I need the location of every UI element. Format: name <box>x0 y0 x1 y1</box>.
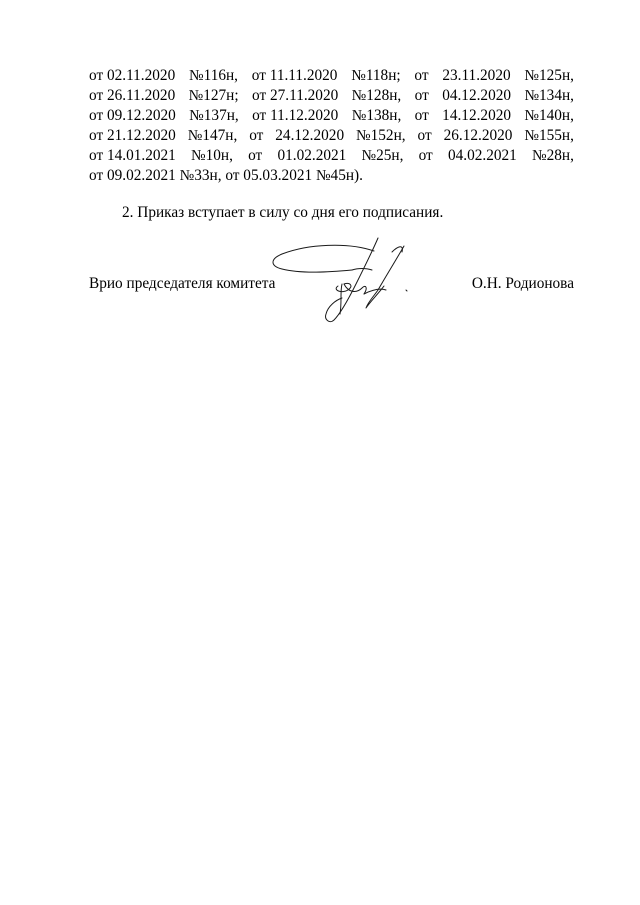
list-token: №155н, <box>524 127 574 144</box>
list-token: от 09.02.2021 №33н, от 05.03.2021 №45н). <box>89 167 363 184</box>
order-list-line-3 <box>89 106 574 126</box>
list-token: от <box>417 127 432 144</box>
list-token: №127н; <box>188 87 239 104</box>
list-token: от 27.11.2020 <box>252 87 339 104</box>
list-token: 14.12.2020 <box>442 107 512 124</box>
list-token: 23.11.2020 <box>442 67 511 84</box>
list-token: №137н, <box>189 107 239 124</box>
list-token: от <box>248 147 263 164</box>
list-token: от <box>414 87 429 104</box>
list-token: от <box>418 147 433 164</box>
order-list-line-5 <box>89 146 574 166</box>
list-token: от <box>249 127 264 144</box>
list-token: 26.12.2020 <box>443 127 513 144</box>
order-list-line-2 <box>89 86 574 106</box>
order-list-line-1 <box>89 66 574 86</box>
order-list-line-6 <box>89 166 574 186</box>
list-token: 04.12.2020 <box>442 87 512 104</box>
signatory-name: О.Н. Родионова <box>471 275 574 292</box>
list-token: от 11.11.2020 <box>251 67 338 84</box>
list-token: от 11.12.2020 <box>252 107 339 124</box>
list-token: от 14.01.2021 <box>89 147 176 164</box>
handwritten-signature <box>268 232 428 324</box>
order-list-line-4 <box>89 126 574 146</box>
clause-2-text: 2. Приказ вступает в силу со дня его подписания. <box>122 204 444 221</box>
list-token: №138н, <box>351 107 402 124</box>
list-token: 04.02.2021 <box>447 147 517 164</box>
list-token: №116н, <box>189 67 238 84</box>
list-token: от 02.11.2020 <box>89 67 176 84</box>
signatory-title: Врио председателя комитета <box>89 275 276 292</box>
list-token: №125н, <box>524 67 574 84</box>
list-token: от <box>414 107 429 124</box>
list-token: от 26.11.2020 <box>89 87 176 104</box>
list-token: 24.12.2020 <box>275 127 345 144</box>
list-token: №10н, <box>191 147 233 164</box>
list-token: №134н, <box>524 87 574 104</box>
list-token: №147н, <box>187 127 238 144</box>
list-token: №28н, <box>532 147 574 164</box>
list-token: №140н, <box>524 107 574 124</box>
list-token: №152н, <box>356 127 406 144</box>
list-token: №128н, <box>351 87 402 104</box>
list-token: №25н, <box>361 147 404 164</box>
list-token: от <box>414 67 429 84</box>
list-token: №118н; <box>351 67 401 84</box>
list-token: от 09.12.2020 <box>89 107 176 124</box>
list-token: 01.02.2021 <box>277 147 347 164</box>
list-token: от 21.12.2020 <box>89 127 176 144</box>
